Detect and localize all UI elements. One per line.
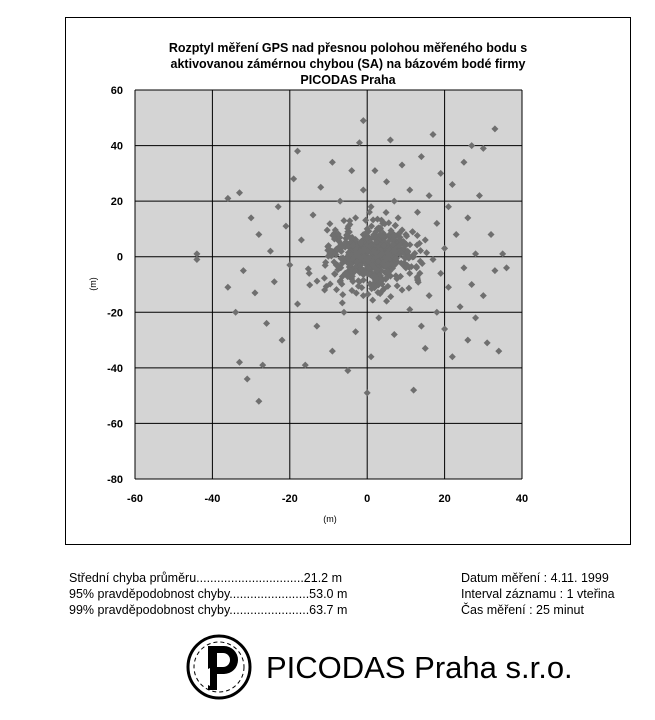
y-tick-label: 60 — [110, 85, 123, 97]
picodas-logo-icon — [186, 634, 252, 700]
y-tick-label: 0 — [116, 251, 123, 264]
chart-title-line-1: Rozptyl měření GPS nad přesnou polohou měřeného bodu s — [168, 41, 528, 55]
x-tick-label: -60 — [127, 493, 143, 505]
y-axis-label: (m) — [88, 277, 98, 291]
y-tick-label: 40 — [110, 140, 123, 153]
y-tick-label: -40 — [107, 362, 123, 375]
chart-title-line-3: PICODAS Praha — [300, 73, 396, 87]
stat-interval: Interval záznamu : 1 vteřina — [461, 587, 615, 601]
x-tick-label: 0 — [364, 493, 371, 505]
stat-date: Datum měření : 4.11. 1999 — [461, 571, 609, 585]
x-axis-label: (m) — [323, 514, 337, 524]
x-tick-label: 40 — [515, 493, 529, 505]
stat-mean-error: Střední chyba průměru...............................21.2 m — [69, 571, 343, 585]
stat-95-percent: 95% pravděpodobnost chyby.......................53.0 m — [69, 587, 348, 601]
stat-99-percent: 99% pravděpodobnost chyby.......................63.7 m — [69, 603, 348, 617]
chart-title-line-2: aktivovanou zámérnou chybou (SA) na bázovém bodé firmy — [170, 57, 526, 71]
x-tick-label: -20 — [281, 493, 298, 505]
x-tick-label: -40 — [204, 493, 221, 505]
company-name: PICODAS Praha s.r.o. — [266, 650, 573, 685]
y-tick-label: -20 — [107, 307, 123, 320]
y-tick-label: -60 — [107, 418, 123, 431]
y-tick-label: -80 — [107, 474, 123, 486]
x-tick-label: 20 — [438, 493, 451, 505]
y-tick-label: 20 — [110, 196, 123, 209]
stat-duration: Čas měření : 25 minut — [461, 603, 584, 617]
